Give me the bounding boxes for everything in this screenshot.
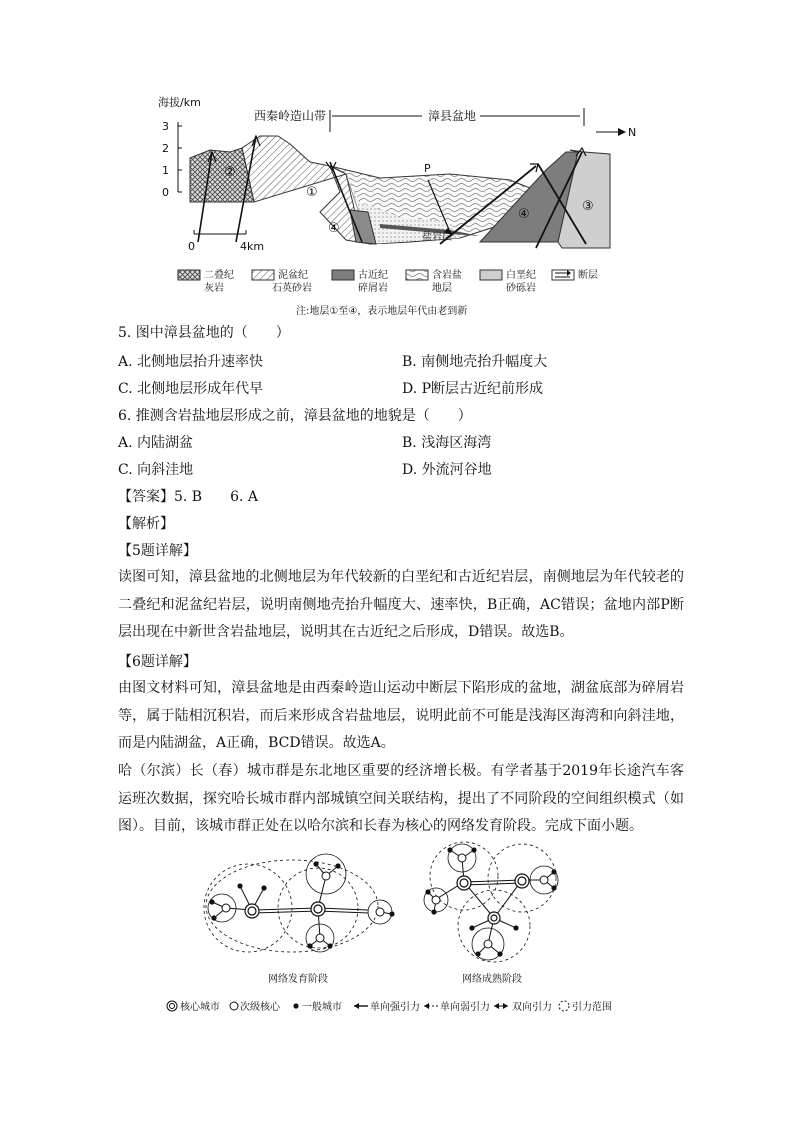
passage: 哈（尔滨）长（春）城市群是东北地区重要的经济增长极。有学者基于2019年长途汽车客运班次数据，探究哈长城市群内部城镇空间关联结构，提出了不同阶段的空间组织模式（如图）。目前，该城市群正处在以哈尔滨和长春为核心的网络发育阶段。完成下面小题。: [118, 763, 684, 834]
svg-text:石英砂岩: 石英砂岩: [272, 283, 312, 294]
svg-text:单向弱引力: 单向弱引力: [440, 1002, 490, 1013]
scale-zero: 0: [188, 240, 195, 253]
detail-5-heading: 【5题详解】: [118, 543, 197, 559]
region-basin: 漳县盆地: [428, 109, 477, 123]
svg-text:单向强引力: 单向强引力: [370, 1002, 420, 1013]
q5-option-d: D. P断层古近纪前形成: [402, 381, 544, 397]
tick-2: 2: [162, 142, 169, 155]
layer-1: ①: [306, 185, 318, 200]
figure2-legend: [167, 1000, 612, 1013]
svg-text:砂砾岩: 砂砾岩: [506, 283, 536, 294]
svg-text:含岩盐: 含岩盐: [432, 270, 462, 281]
q6-option-c: C. 向斜洼地: [118, 462, 194, 478]
tick-0: 0: [162, 186, 169, 199]
scale-end: 4km: [240, 240, 265, 253]
detail-6-heading: 【6题详解】: [118, 654, 197, 670]
q5-option-b: B. 南侧地壳抬升幅度大: [402, 354, 548, 370]
layer-4-right: ④: [518, 207, 530, 222]
layer-4-left: ④: [328, 221, 340, 236]
q5-option-a: A. 北侧地层抬升速率快: [118, 354, 264, 370]
salt-label: 盐岩层: [422, 232, 452, 243]
svg-text:泥盆纪: 泥盆纪: [278, 270, 308, 281]
svg-text:双向引力: 双向引力: [512, 1002, 552, 1013]
svg-text:碎屑岩: 碎屑岩: [358, 283, 388, 294]
svg-text:古近纪: 古近纪: [358, 270, 388, 281]
svg-text:断层: 断层: [578, 270, 598, 281]
q6-stem: 6. 推测含岩盐地层形成之前，漳县盆地的地貌是（ ）: [118, 408, 472, 424]
caption-mature: 网络成熟阶段: [462, 974, 522, 985]
svg-text:灰岩: 灰岩: [204, 283, 224, 294]
q6-option-d: D. 外流河谷地: [402, 462, 492, 478]
q6-option-a: A. 内陆湖盆: [118, 435, 194, 451]
north-label: N: [628, 126, 637, 139]
analysis-heading: 【解析】: [118, 516, 174, 532]
figure1-note: 注:地层①至④，表示地层年代由老到新: [296, 306, 468, 317]
axis-title: 海拔/km: [158, 96, 201, 109]
detail-6-body: 由图文材料可知，漳县盆地是由西秦岭造山运动中断层下陷形成的盆地，湖盆底部为碎屑岩等，属于陆相沉积岩，而后来形成含岩盐地层，说明此前不可能是浅海区海湾和向斜洼地，而是内陆湖盆，A正确，BCD错误。故选A。: [118, 680, 684, 751]
network-diagram: [160, 838, 640, 1018]
svg-text:地层: 地层: [432, 283, 452, 294]
svg-text:次级核心: 次级核心: [240, 1002, 280, 1013]
q5-option-c: C. 北侧地层形成年代早: [118, 381, 264, 397]
q5-stem: 5. 图中漳县盆地的（ ）: [118, 325, 290, 341]
label-p: P: [424, 162, 431, 175]
detail-5-body: 读图可知，漳县盆地的北侧地层为年代较新的白垩纪和古近纪岩层，南侧地层为年代较老的二叠纪和泥盆纪岩层，说明南侧地壳抬升幅度大、速率快，B正确，AC错误；盆地内部P断层出现在中新世含岩盐地层，说明其在古近纪之后形成，D错误。故选B。: [118, 569, 684, 640]
figure1-legend: [178, 268, 598, 294]
geologic-cross-section: [150, 92, 637, 332]
layer-3: ③: [582, 199, 594, 214]
svg-text:二叠纪: 二叠纪: [204, 270, 234, 281]
region-west: 西秦岭造山带: [254, 109, 327, 123]
svg-text:白垩纪: 白垩纪: [506, 270, 536, 281]
layer-2: ②: [224, 165, 236, 180]
caption-development: 网络发育阶段: [268, 974, 328, 985]
svg-text:核心城市: 核心城市: [180, 1002, 220, 1013]
answer-line: 【答案】5. B 6. A: [118, 489, 259, 505]
svg-text:一般城市: 一般城市: [302, 1002, 342, 1013]
tick-1: 1: [162, 164, 169, 177]
q6-option-b: B. 浅海区海湾: [402, 435, 492, 451]
svg-text:引力范围: 引力范围: [572, 1002, 612, 1013]
tick-3: 3: [162, 120, 169, 133]
